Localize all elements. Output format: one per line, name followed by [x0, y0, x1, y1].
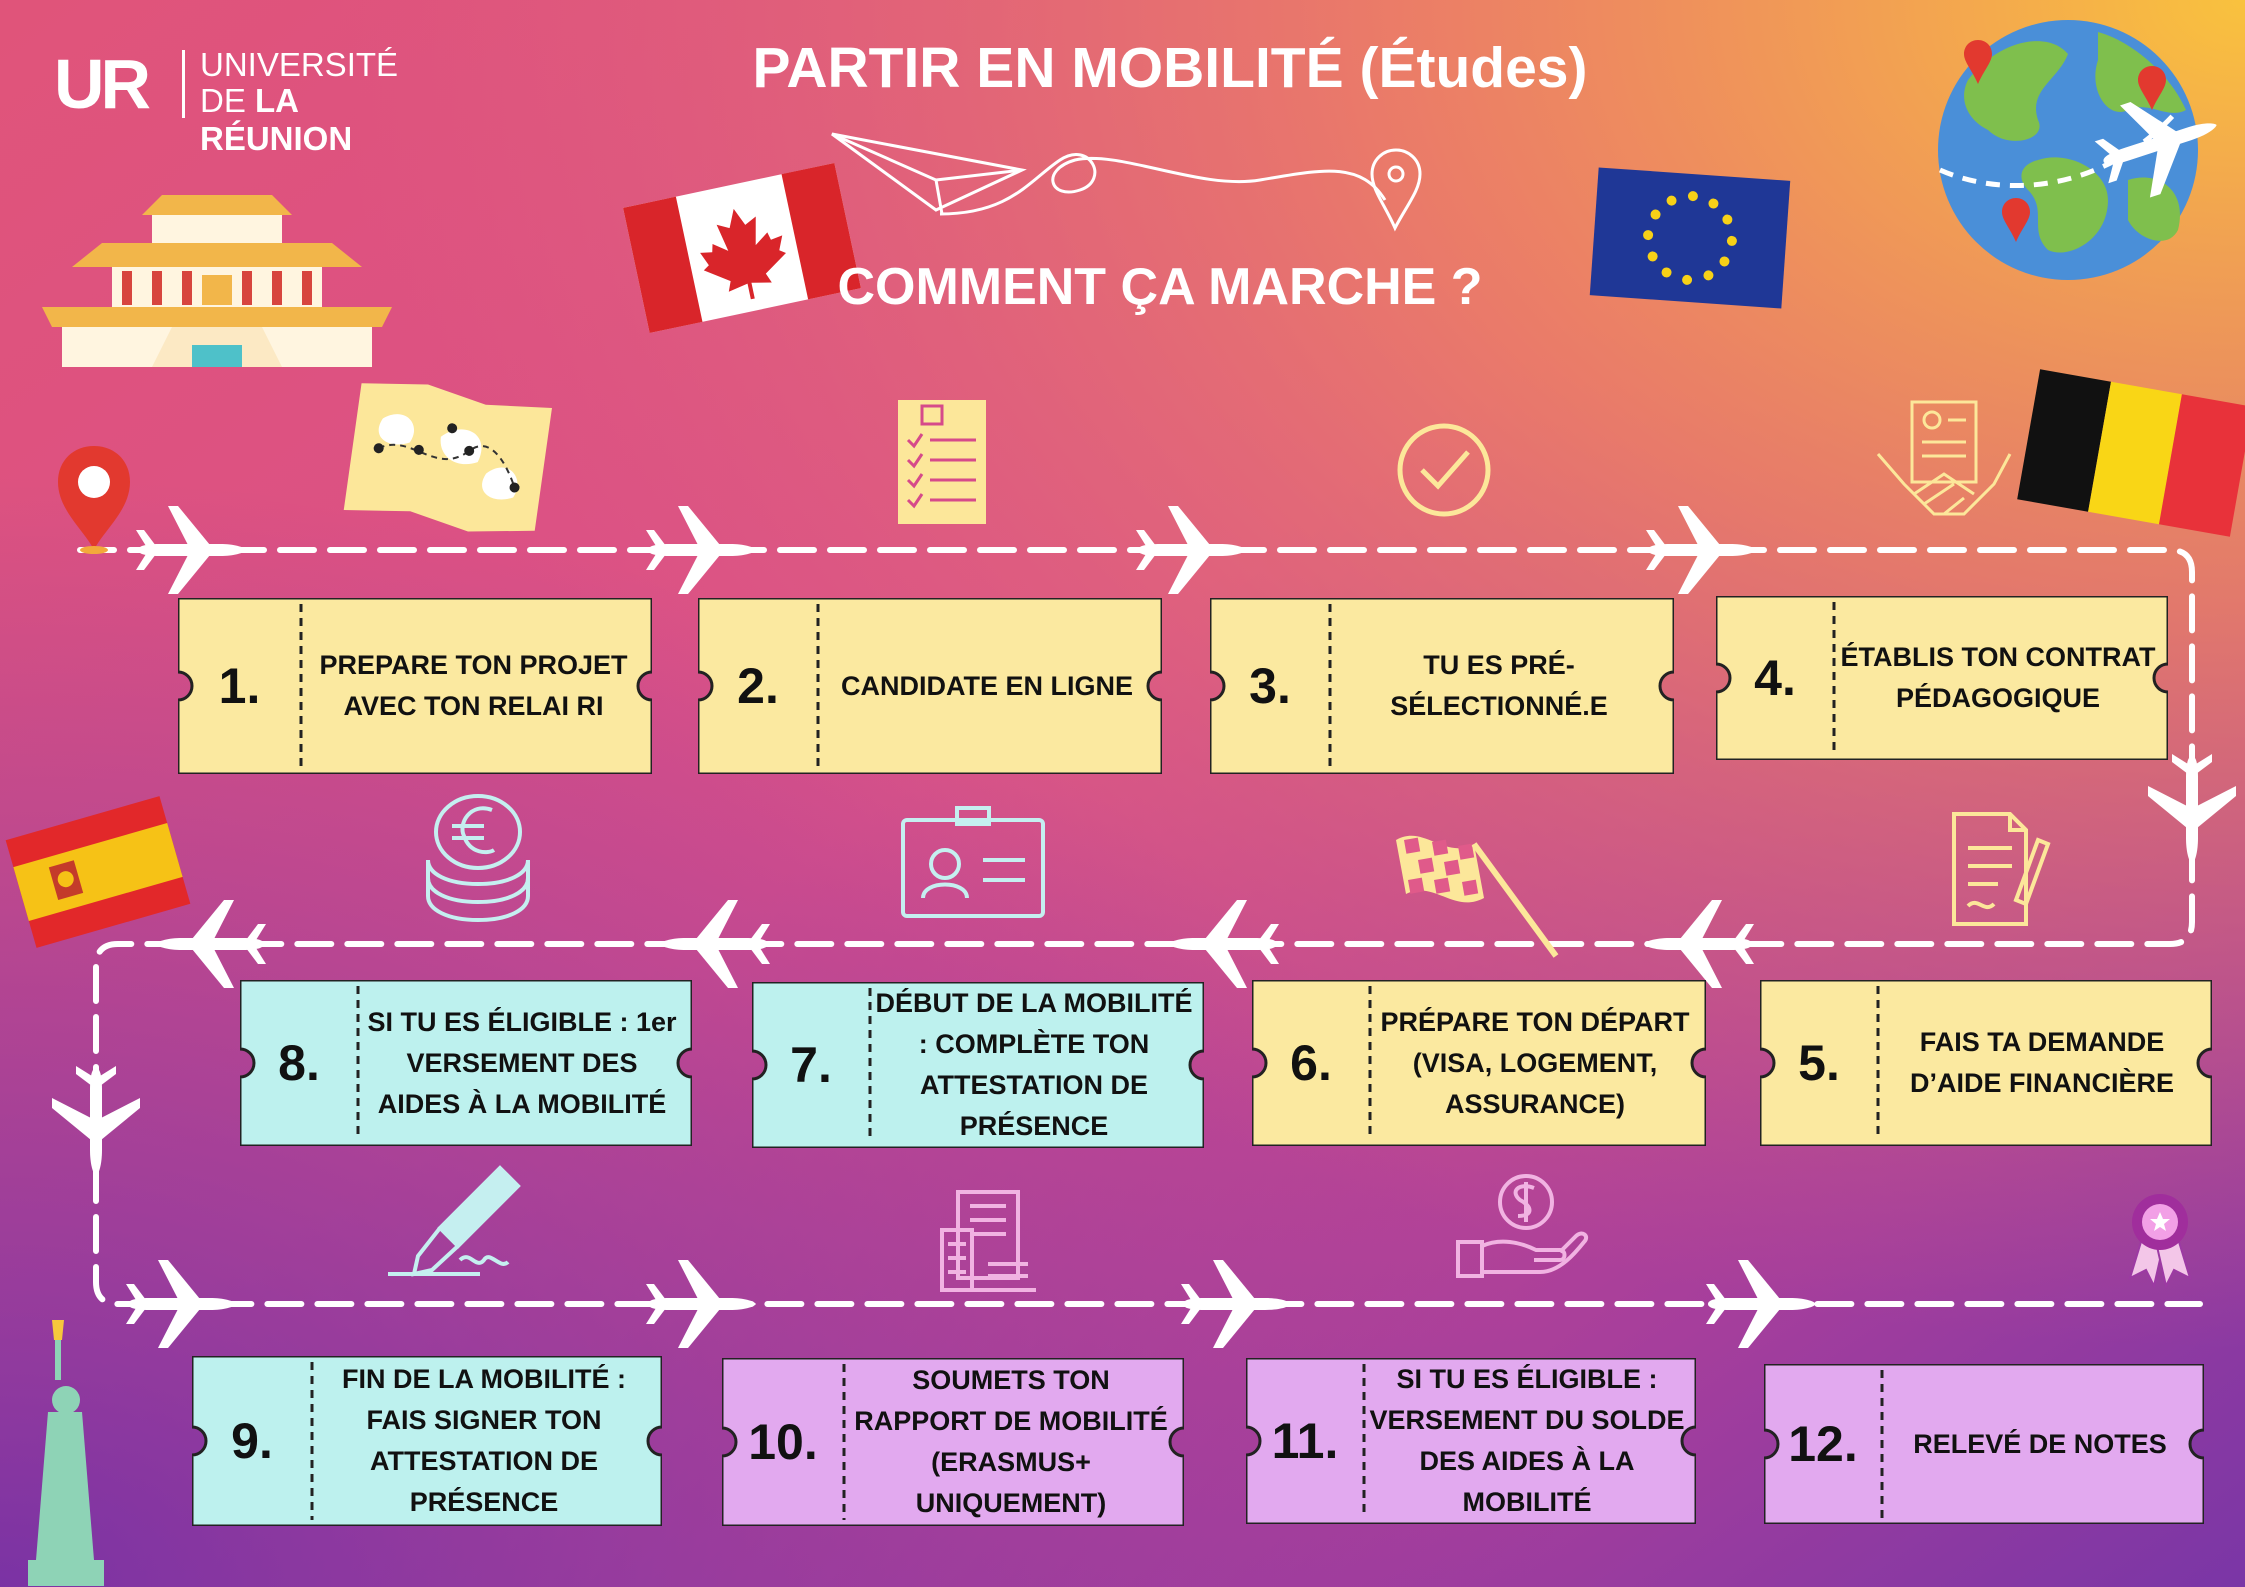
step-number: 4. [1754, 650, 1796, 706]
logo-line-1: UNIVERSITÉ [200, 46, 399, 83]
step-text [874, 982, 1194, 1148]
step-label: PRÉPARE TON DÉPART (VISA, LOGEMENT, ASSURANCE) [1380, 1006, 1690, 1119]
step-text [1838, 596, 2158, 760]
step-text [362, 980, 682, 1146]
step-label: TU ES PRÉ-SÉLECTIONNÉ.E [1390, 650, 1608, 721]
step-number: 5. [1798, 1035, 1840, 1091]
step-ticket-2 [698, 598, 1162, 774]
step-label: ÉTABLIS TON CONTRAT PÉDAGOGIQUE [1840, 642, 2156, 713]
step-label: SI TU ES ÉLIGIBLE : VERSEMENT DU SOLDE DES AIDES À LA MOBILITÉ [1369, 1364, 1685, 1517]
step-number: 8. [278, 1035, 320, 1091]
step-ticket-10 [722, 1358, 1184, 1526]
step-text [316, 1356, 652, 1526]
step-text [822, 598, 1152, 774]
step-label: FIN DE LA MOBILITÉ : FAIS SIGNER TON ATTESTATION DE PRÉSENCE [342, 1364, 626, 1517]
step-ticket-6 [1252, 980, 1706, 1146]
step-label: PREPARE TON PROJET AVEC TON RELAI RI [319, 650, 628, 721]
step-label: DÉBUT DE LA MOBILITÉ : COMPLÈTE TON ATTESTATION DE PRÉSENCE [875, 988, 1193, 1141]
step-text [1368, 1358, 1686, 1524]
step-ticket-5 [1760, 980, 2212, 1146]
step-ticket-3 [1210, 598, 1674, 774]
step-ticket-1 [178, 598, 652, 774]
step-number: 7. [790, 1037, 832, 1093]
checklist-icon [898, 400, 986, 524]
step-label: RELEVÉ DE NOTES [1913, 1428, 2167, 1459]
step-label: SOUMETS TON RAPPORT DE MOBILITÉ (ERASMUS+ UNIQUEMENT) [854, 1365, 1168, 1518]
step-label: CANDIDATE EN LIGNE [840, 670, 1133, 701]
logo-line-2: DE LA RÉUNION [200, 82, 353, 157]
university-logo [54, 44, 414, 157]
page-title: PARTIR EN MOBILITÉ (Études) [752, 36, 1588, 100]
step-text [1374, 980, 1696, 1146]
step-text [305, 598, 642, 774]
step-ticket-12 [1764, 1364, 2204, 1524]
step-number: 2. [737, 658, 779, 714]
step-text [848, 1358, 1174, 1526]
logo-separator [182, 50, 185, 118]
step-text [1886, 1364, 2194, 1524]
step-number: 10. [748, 1414, 818, 1470]
step-number: 9. [231, 1413, 273, 1469]
page-subtitle: COMMENT ÇA MARCHE ? [837, 258, 1483, 316]
step-ticket-4 [1716, 596, 2168, 760]
step-text [1882, 980, 2202, 1146]
step-number: 1. [218, 658, 261, 714]
step-number: 3. [1249, 658, 1291, 714]
step-ticket-7 [752, 982, 1204, 1148]
step-ticket-11 [1246, 1358, 1696, 1524]
step-label: FAIS TA DEMANDE D’AIDE FINANCIÈRE [1909, 1027, 2174, 1098]
step-number: 12. [1788, 1416, 1858, 1472]
step-number: 11. [1271, 1413, 1339, 1469]
step-number: 6. [1290, 1035, 1332, 1091]
logo-mark: UR [54, 45, 148, 123]
step-label: SI TU ES ÉLIGIBLE : 1er VERSEMENT DES AIDES À LA MOBILITÉ [367, 1006, 677, 1119]
step-text [1334, 598, 1664, 774]
step-ticket-8 [240, 980, 692, 1146]
step-ticket-9 [192, 1356, 662, 1526]
